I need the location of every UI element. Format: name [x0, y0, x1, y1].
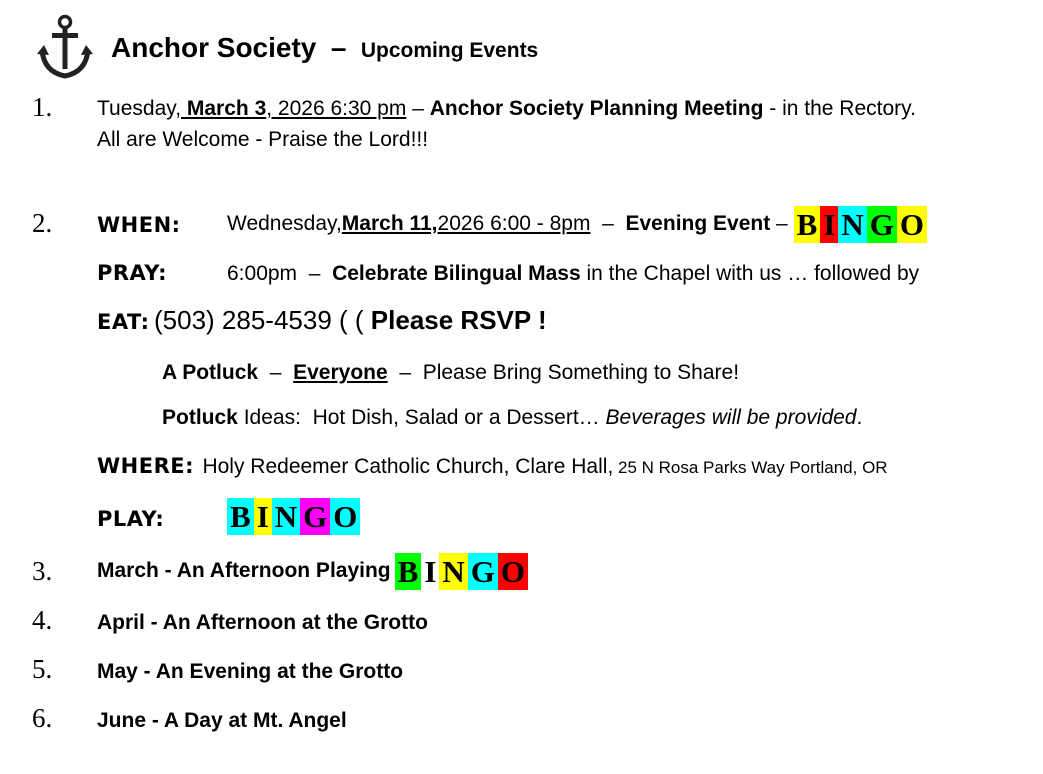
bingo3-letter-g: G: [468, 553, 498, 590]
when-dash: –: [590, 212, 626, 235]
when-date: March 11,: [341, 212, 438, 235]
when-text: [227, 203, 927, 245]
bingo3-letter-o: O: [498, 553, 528, 590]
bingo2-letter-b: B: [227, 498, 254, 535]
bingo3-letter-i: I: [421, 553, 439, 590]
title-dash: –: [330, 32, 347, 63]
ideas-beverages: Beverages will be provided: [605, 406, 857, 429]
item-1-line-2: All are Welcome - Praise the Lord!!!: [97, 128, 429, 151]
item-5: May - An Evening at the Grotto: [97, 660, 404, 683]
potluck-title: A Potluck: [162, 361, 259, 384]
anchor-icon: [36, 14, 94, 80]
bingo2-letter-o: O: [330, 498, 360, 535]
where-address: 25 N Rosa Parks Way Portland, OR: [613, 458, 888, 477]
list-number-6: 6.: [32, 703, 53, 733]
pray-label: PRAY:: [97, 261, 168, 285]
page-title: [111, 32, 538, 64]
bingo2-letter-i: I: [254, 498, 272, 535]
item-3-text: March - An Afternoon Playing: [97, 559, 391, 582]
bingo-word-3: [395, 553, 528, 590]
ideas-line: [162, 406, 862, 430]
bingo3-letter-b: B: [395, 553, 422, 590]
item-1-line-1: [97, 97, 916, 121]
eat-rsvp: Please RSVP !: [370, 305, 547, 335]
pray-time: 6:00pm –: [227, 262, 333, 285]
bingo2-letter-n: N: [272, 498, 300, 535]
pray-mass: Celebrate Bilingual Mass: [332, 262, 581, 285]
item-1-date: March 3: [181, 97, 267, 120]
pray-rest: in the Chapel with us … followed by: [580, 262, 920, 285]
item-4: April - An Afternoon at the Grotto: [97, 611, 428, 634]
potluck-line: [162, 361, 739, 385]
potluck-dash: –: [258, 361, 294, 384]
when-event: Evening Event: [625, 212, 771, 235]
where-label: WHERE:: [97, 454, 194, 478]
bingo1-letter-o: O: [897, 206, 927, 243]
item-3: [97, 551, 528, 591]
subtitle-text: Upcoming Events: [360, 39, 539, 62]
item-1-event: Anchor Society Planning Meeting: [429, 97, 764, 120]
ideas-title: Potluck: [162, 406, 238, 429]
potluck-everyone: Everyone: [293, 361, 388, 384]
bingo1-letter-n: N: [838, 206, 866, 243]
play-label: PLAY:: [97, 507, 165, 531]
eat-phone: (503) 285-4539 ( (: [154, 305, 371, 335]
list-number-5: 5.: [32, 654, 53, 684]
potluck-share: – Please Bring Something to Share!: [387, 361, 740, 384]
bingo1-letter-b: B: [794, 206, 821, 243]
item-6: June - A Day at Mt. Angel: [97, 709, 347, 732]
when-time: 2026 6:00 - 8pm: [437, 212, 591, 235]
eat-label: EAT:: [97, 310, 150, 334]
play-bingo: [227, 498, 360, 535]
ideas-period: .: [856, 406, 863, 429]
when-label: WHEN:: [97, 213, 181, 237]
item-1-location: - in the Rectory.: [763, 97, 916, 120]
bingo1-letter-g: G: [867, 206, 897, 243]
bingo3-letter-n: N: [439, 553, 467, 590]
ideas-list: Ideas: Hot Dish, Salad or a Dessert…: [237, 406, 606, 429]
where-church: Holy Redeemer Catholic Church, Clare Hall,: [202, 455, 614, 478]
list-number-4: 4.: [32, 605, 53, 635]
pray-text: [227, 262, 919, 286]
bingo-word-2: [227, 498, 360, 535]
bingo1-letter-i: I: [820, 206, 838, 243]
when-day: Wednesday,: [227, 212, 342, 235]
list-number-3: 3.: [32, 556, 53, 586]
title-text: Anchor Society: [111, 32, 317, 63]
item-1-dash: –: [406, 97, 430, 120]
where-row: [97, 454, 888, 479]
when-dash-2: –: [770, 212, 794, 235]
bingo2-letter-g: G: [300, 498, 330, 535]
item-1-day: Tuesday,: [97, 97, 182, 120]
item-1-time: , 2026 6:30 pm: [266, 97, 407, 120]
eat-row: [97, 305, 547, 336]
list-number-2: 2.: [32, 208, 53, 238]
list-number-1: 1.: [32, 92, 53, 122]
bingo-word-1: [794, 206, 927, 243]
